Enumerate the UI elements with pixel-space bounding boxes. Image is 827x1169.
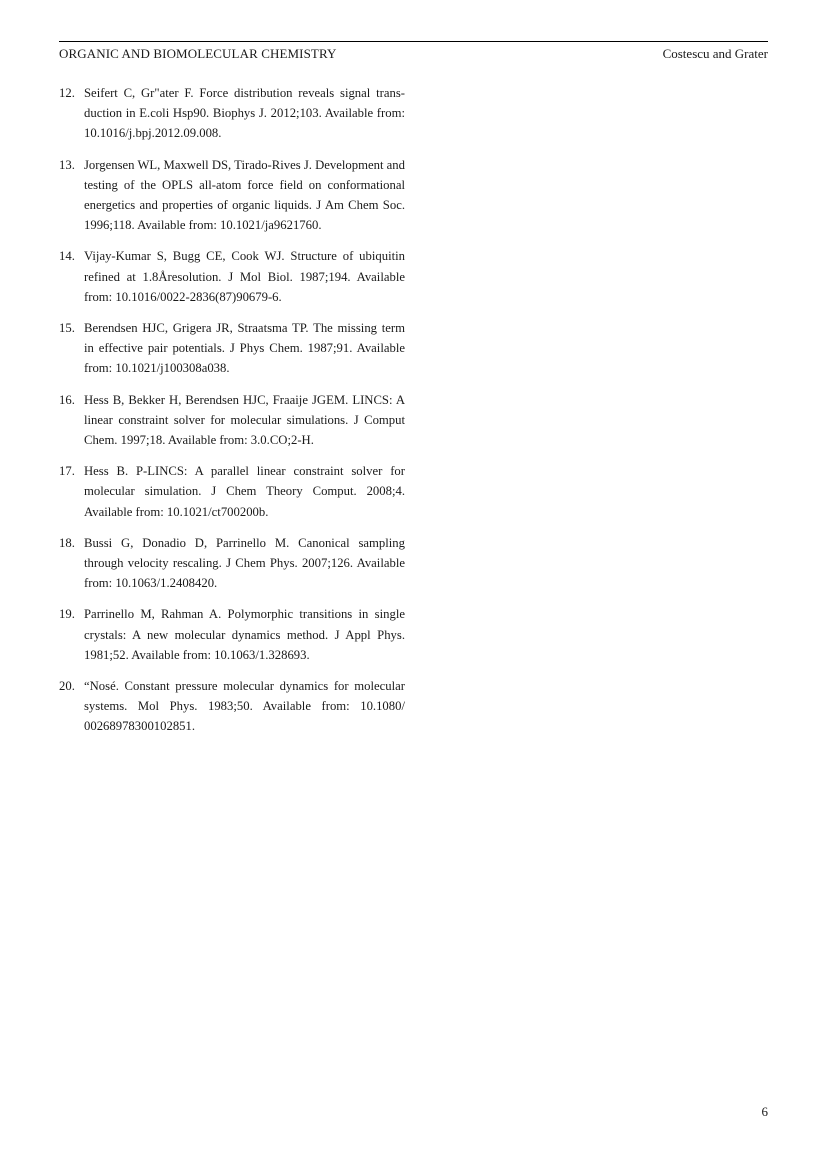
running-head-authors: Costescu and Grater: [662, 46, 768, 61]
reference-text: Berendsen HJC, Grigera JR, Straatsma TP. The missing term in effective pair potentials. J Phys Chem. 1987;91. Available from: 10.1021/j100308a038.: [84, 321, 405, 376]
reference-text: “Nosé. Constant pressure molecular dynamics for molecular systems. Mol Phys. 1983;50. Available from: 10.1080/ 00268978300102851.: [84, 679, 405, 734]
reference-list: [59, 83, 405, 748]
reference-number: 15.: [59, 321, 75, 336]
reference-item: [59, 155, 405, 236]
header-rule: [59, 41, 768, 42]
reference-text: Vijay-Kumar S, Bugg CE, Cook WJ. Structure of ubiquitin refined at 1.8Åresolution. J Mol Biol. 1987;194. Available from: 10.1016/0022-2836(87)90679-6.: [84, 249, 405, 304]
running-head-journal: ORGANIC AND BIOMOLECULAR CHEMISTRY: [59, 46, 337, 61]
reference-text: Jorgensen WL, Maxwell DS, Tirado-Rives J. Development and testing of the OPLS all-atom force field on conformational energetics and properties of organic liquids. J Am Chem Soc. 1996;118. Available from: 10.1021/ja9621760.: [84, 157, 405, 233]
reference-number: 16.: [59, 392, 75, 407]
page-number: 6: [761, 1104, 768, 1119]
reference-number: 13.: [59, 157, 75, 172]
reference-text: Hess B. P-LINCS: A parallel linear constraint solver for molecular simulation. J Chem Theory Comput. 2008;4. Available from: 10.1021/ct700200b.: [84, 464, 405, 519]
reference-number: 12.: [59, 86, 75, 100]
reference-item: [59, 533, 405, 594]
reference-item: [59, 676, 405, 737]
reference-item: [59, 83, 405, 144]
reference-text: Bussi G, Donadio D, Parrinello M. Canonical sampling through velocity rescaling. J Chem Phys. 2007;126. Available from: 10.1063/1.2408420.: [84, 535, 405, 591]
reference-item: [59, 390, 405, 451]
reference-item: [59, 461, 405, 522]
reference-number: 18.: [59, 535, 75, 550]
reference-number: 14.: [59, 249, 75, 264]
reference-item: [59, 604, 405, 665]
reference-item: [59, 246, 405, 307]
reference-item: [59, 318, 405, 379]
reference-number: 20.: [59, 679, 75, 694]
reference-number: 19.: [59, 607, 75, 622]
reference-text: Hess B, Bekker H, Berendsen HJC, Fraaije JGEM. LINCS: A linear constraint solver for molecular simulations. J Comput Chem. 1997;18. Available from: 3.0.CO;2-H.: [84, 392, 405, 448]
reference-text: Parrinello M, Rahman A. Polymorphic transitions in single crystals: A new molecular dynamics method. J Appl Phys. 1981;52. Available from: 10.1063/1.328693.: [84, 607, 405, 662]
reference-text: Seifert C, Gr"ater F. Force distribution reveals signal transduction in E.coli Hsp90. Biophys J. 2012;103. Available from: 10.1016/j.bpj.2012.09.008.: [84, 86, 405, 141]
reference-number: 17.: [59, 464, 75, 479]
